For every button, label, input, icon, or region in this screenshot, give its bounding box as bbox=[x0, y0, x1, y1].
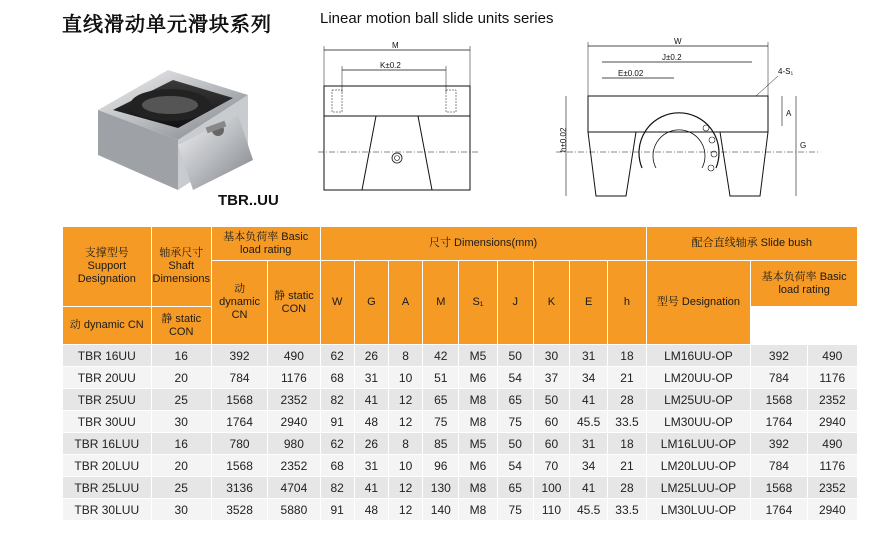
table-cell: 75 bbox=[497, 499, 533, 521]
table-cell: 3136 bbox=[211, 477, 267, 499]
table-cell: 12 bbox=[388, 499, 422, 521]
header-support: 支撑型号 Support Designation bbox=[63, 227, 152, 307]
table-cell: 1764 bbox=[211, 411, 267, 433]
spec-table-body bbox=[63, 345, 858, 521]
table-cell: 12 bbox=[388, 477, 422, 499]
header-bush-static: 静 static CON bbox=[151, 307, 211, 345]
table-cell: 490 bbox=[807, 433, 857, 455]
table-cell: 62 bbox=[320, 345, 354, 367]
table-cell: 16 bbox=[151, 345, 211, 367]
table-cell: 70 bbox=[533, 455, 569, 477]
table-cell: 16 bbox=[151, 433, 211, 455]
header-dim-w: W bbox=[320, 261, 354, 345]
table-cell: 12 bbox=[388, 411, 422, 433]
table-cell: 980 bbox=[268, 433, 320, 455]
table-cell: 20 bbox=[151, 367, 211, 389]
spec-table bbox=[62, 226, 858, 521]
table-cell: 1764 bbox=[751, 499, 807, 521]
table-cell: 68 bbox=[320, 367, 354, 389]
table-cell: 54 bbox=[497, 455, 533, 477]
table-cell: LM25LUU-OP bbox=[646, 477, 751, 499]
table-cell: 68 bbox=[320, 455, 354, 477]
table-cell: 784 bbox=[751, 455, 807, 477]
table-row bbox=[63, 499, 858, 521]
table-cell: 1764 bbox=[751, 411, 807, 433]
table-cell: M8 bbox=[459, 499, 497, 521]
table-cell: M5 bbox=[459, 433, 497, 455]
table-cell: 54 bbox=[497, 367, 533, 389]
header-slide-bush: 配合直线轴承 Slide bush bbox=[646, 227, 857, 261]
table-cell: LM16LUU-OP bbox=[646, 433, 751, 455]
table-cell: 31 bbox=[354, 367, 388, 389]
table-cell: 25 bbox=[151, 477, 211, 499]
table-row bbox=[63, 477, 858, 499]
table-cell: 1176 bbox=[807, 367, 857, 389]
dim-m-label: M bbox=[392, 42, 399, 50]
table-cell: 100 bbox=[533, 477, 569, 499]
table-cell: 2352 bbox=[268, 389, 320, 411]
header-dim-s1: S₁ bbox=[459, 261, 497, 345]
header-bush-designation: 型号 Designation bbox=[646, 261, 751, 345]
table-cell: 1176 bbox=[807, 455, 857, 477]
table-row bbox=[63, 345, 858, 367]
table-cell: 1568 bbox=[751, 477, 807, 499]
table-cell: TBR 16LUU bbox=[63, 433, 152, 455]
table-cell: 31 bbox=[354, 455, 388, 477]
table-cell: 45.5 bbox=[570, 411, 608, 433]
table-cell: 91 bbox=[320, 411, 354, 433]
header-dim-k: K bbox=[533, 261, 569, 345]
side-view-drawing bbox=[556, 36, 820, 206]
table-row bbox=[63, 367, 858, 389]
table-cell: M8 bbox=[459, 389, 497, 411]
table-row bbox=[63, 433, 858, 455]
table-cell: 48 bbox=[354, 411, 388, 433]
table-cell: TBR 20UU bbox=[63, 367, 152, 389]
dim-h-label: h±0.02 bbox=[559, 127, 568, 152]
table-cell: 18 bbox=[608, 345, 646, 367]
header-dim-a: A bbox=[388, 261, 422, 345]
table-cell: 1568 bbox=[751, 389, 807, 411]
table-cell: 2352 bbox=[807, 477, 857, 499]
header-dynamic: 动 dynamic CN bbox=[211, 261, 267, 345]
header-static: 静 static CON bbox=[268, 261, 320, 345]
table-cell: 62 bbox=[320, 433, 354, 455]
table-cell: TBR 30LUU bbox=[63, 499, 152, 521]
header-dim-m: M bbox=[423, 261, 459, 345]
table-cell: 26 bbox=[354, 433, 388, 455]
table-cell: LM20LUU-OP bbox=[646, 455, 751, 477]
table-cell: 28 bbox=[608, 477, 646, 499]
table-cell: 392 bbox=[751, 433, 807, 455]
header-dim-j: J bbox=[497, 261, 533, 345]
table-cell: 4704 bbox=[268, 477, 320, 499]
table-cell: M8 bbox=[459, 411, 497, 433]
table-cell: 490 bbox=[268, 345, 320, 367]
table-cell: 30 bbox=[151, 499, 211, 521]
table-cell: 12 bbox=[388, 389, 422, 411]
table-row bbox=[63, 411, 858, 433]
table-cell: 60 bbox=[533, 433, 569, 455]
table-cell: 130 bbox=[423, 477, 459, 499]
header-dimensions: 尺寸 Dimensions(mm) bbox=[320, 227, 646, 261]
table-cell: 37 bbox=[533, 367, 569, 389]
table-cell: 392 bbox=[211, 345, 267, 367]
table-cell: 2352 bbox=[807, 389, 857, 411]
product-photo bbox=[78, 50, 278, 200]
title-chinese: 直线滑动单元滑块系列 bbox=[62, 12, 272, 36]
table-cell: 45.5 bbox=[570, 499, 608, 521]
table-cell: 65 bbox=[423, 389, 459, 411]
table-cell: 10 bbox=[388, 455, 422, 477]
header-shaft: 轴承尺寸 Shaft Dimensions bbox=[151, 227, 211, 307]
dim-j-label: J±0.2 bbox=[662, 53, 682, 62]
table-cell: 48 bbox=[354, 499, 388, 521]
header-bush-load: 基本负荷率 Basic load rating bbox=[751, 261, 858, 307]
table-cell: 780 bbox=[211, 433, 267, 455]
table-cell: 10 bbox=[388, 367, 422, 389]
table-cell: 8 bbox=[388, 345, 422, 367]
table-cell: 65 bbox=[497, 389, 533, 411]
table-cell: 42 bbox=[423, 345, 459, 367]
table-cell: 30 bbox=[533, 345, 569, 367]
table-cell: 91 bbox=[320, 499, 354, 521]
table-cell: 75 bbox=[423, 411, 459, 433]
table-cell: TBR 25UU bbox=[63, 389, 152, 411]
table-row bbox=[63, 389, 858, 411]
title-english: Linear motion ball slide units series bbox=[320, 10, 554, 27]
table-cell: 18 bbox=[608, 433, 646, 455]
dim-g-label: G bbox=[800, 141, 807, 150]
table-cell: 21 bbox=[608, 455, 646, 477]
table-cell: 26 bbox=[354, 345, 388, 367]
table-cell: LM16UU-OP bbox=[646, 345, 751, 367]
table-cell: 31 bbox=[570, 345, 608, 367]
table-cell: 30 bbox=[151, 411, 211, 433]
table-row bbox=[63, 455, 858, 477]
dim-k-label: K±0.2 bbox=[380, 61, 401, 70]
table-cell: 2352 bbox=[268, 455, 320, 477]
table-cell: 1568 bbox=[211, 389, 267, 411]
table-cell: TBR 25LUU bbox=[63, 477, 152, 499]
table-cell: 2940 bbox=[268, 411, 320, 433]
table-cell: LM20UU-OP bbox=[646, 367, 751, 389]
table-cell: 41 bbox=[570, 389, 608, 411]
table-cell: M8 bbox=[459, 477, 497, 499]
header-basic-load: 基本负荷率 Basic load rating bbox=[211, 227, 320, 261]
table-cell: 50 bbox=[497, 433, 533, 455]
table-cell: 28 bbox=[608, 389, 646, 411]
table-cell: 3528 bbox=[211, 499, 267, 521]
table-cell: 34 bbox=[570, 455, 608, 477]
front-view-drawing bbox=[318, 42, 478, 202]
table-cell: LM25UU-OP bbox=[646, 389, 751, 411]
dim-a-label: A bbox=[786, 109, 792, 118]
table-cell: 82 bbox=[320, 477, 354, 499]
table-cell: 82 bbox=[320, 389, 354, 411]
table-cell: 21 bbox=[608, 367, 646, 389]
table-cell: 2940 bbox=[807, 411, 857, 433]
dim-s-label: 4-S₁ bbox=[778, 67, 794, 76]
table-cell: 41 bbox=[354, 389, 388, 411]
dim-e-label: E±0.02 bbox=[618, 69, 644, 78]
table-cell: M6 bbox=[459, 367, 497, 389]
table-cell: 392 bbox=[751, 345, 807, 367]
table-cell: 50 bbox=[497, 345, 533, 367]
table-cell: 1176 bbox=[268, 367, 320, 389]
header-dim-h: h bbox=[608, 261, 646, 345]
header-bush-dynamic: 动 dynamic CN bbox=[63, 307, 152, 345]
dim-w-label: W bbox=[674, 37, 682, 46]
table-cell: 41 bbox=[354, 477, 388, 499]
table-cell: 490 bbox=[807, 345, 857, 367]
table-cell: 8 bbox=[388, 433, 422, 455]
header-dim-g: G bbox=[354, 261, 388, 345]
table-cell: 31 bbox=[570, 433, 608, 455]
table-cell: 784 bbox=[211, 367, 267, 389]
table-cell: 33.5 bbox=[608, 411, 646, 433]
table-cell: 2940 bbox=[807, 499, 857, 521]
table-cell: 50 bbox=[533, 389, 569, 411]
table-cell: TBR 16UU bbox=[63, 345, 152, 367]
table-cell: 96 bbox=[423, 455, 459, 477]
table-cell: 34 bbox=[570, 367, 608, 389]
table-cell: TBR 20LUU bbox=[63, 455, 152, 477]
table-cell: LM30LUU-OP bbox=[646, 499, 751, 521]
table-cell: 25 bbox=[151, 389, 211, 411]
table-cell: 1568 bbox=[211, 455, 267, 477]
table-cell: 75 bbox=[497, 411, 533, 433]
table-cell: TBR 30UU bbox=[63, 411, 152, 433]
header-dim-e: E bbox=[570, 261, 608, 345]
photo-label: TBR..UU bbox=[218, 192, 279, 209]
table-cell: M5 bbox=[459, 345, 497, 367]
table-cell: 110 bbox=[533, 499, 569, 521]
table-cell: LM30UU-OP bbox=[646, 411, 751, 433]
table-cell: 140 bbox=[423, 499, 459, 521]
table-cell: M6 bbox=[459, 455, 497, 477]
table-cell: 20 bbox=[151, 455, 211, 477]
table-cell: 33.5 bbox=[608, 499, 646, 521]
table-cell: 5880 bbox=[268, 499, 320, 521]
table-cell: 784 bbox=[751, 367, 807, 389]
table-cell: 65 bbox=[497, 477, 533, 499]
table-cell: 85 bbox=[423, 433, 459, 455]
table-cell: 41 bbox=[570, 477, 608, 499]
table-cell: 60 bbox=[533, 411, 569, 433]
table-cell: 51 bbox=[423, 367, 459, 389]
